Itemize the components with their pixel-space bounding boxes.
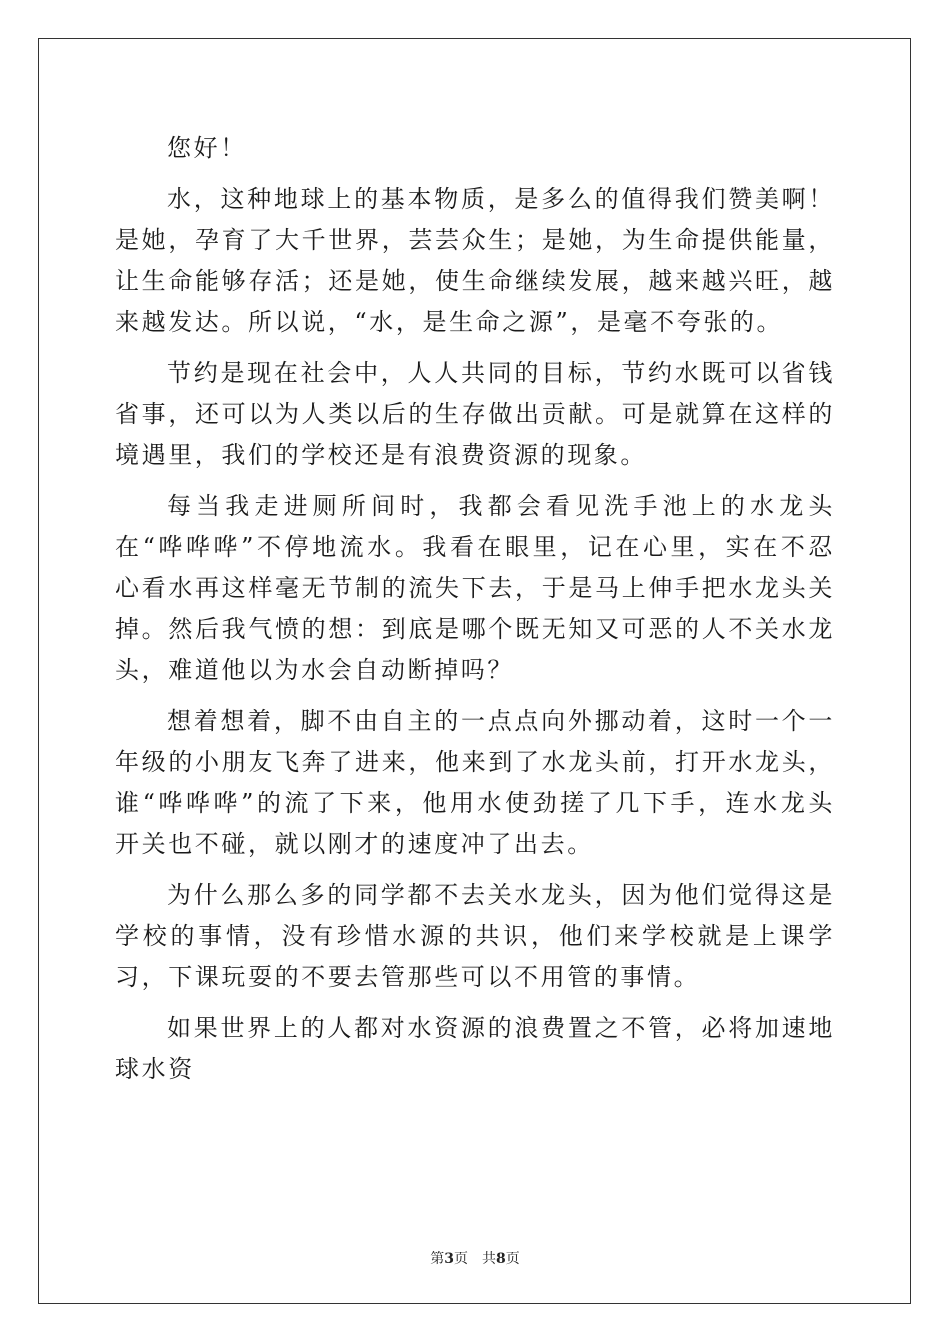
document-body (115, 128, 835, 1100)
paragraph: 为什么那么多的同学都不去关水龙头，因为他们觉得这是学校的事情，没有珍惜水源的共识，他们来学校就是上课学习，下课玩耍的不要去管那些可以不用管的事情。 (115, 881, 835, 991)
paragraph: 想着想着，脚不由自主的一点点向外挪动着，这时一个一年级的小朋友飞奔了进来，他来到了水龙头前，打开水龙头，谁“哗哗哗”的流了下来，他用水使劲搓了几下手，连水龙头开关也不碰，就以刚才的速度冲了出去。 (115, 707, 835, 858)
page-number-footer (0, 1248, 950, 1268)
page-current: 3 (444, 1251, 454, 1267)
paragraph: 每当我走进厕所间时，我都会看见洗手池上的水龙头在“哗哗哗”不停地流水。我看在眼里，记在心里，实在不忍心看水再这样毫无节制的流失下去，于是马上伸手把水龙头关掉。然后我气愤的想：到底是哪个既无知又可恶的人不关水龙头，难道他以为水会自动断掉吗？ (115, 492, 835, 684)
paragraph: 水，这种地球上的基本物质，是多么的值得我们赞美啊！是她，孕育了大千世界，芸芸众生；是她，为生命提供能量，让生命能够存活；还是她，使生命继续发展，越来越兴旺，越来越发达。所以说，“水，是生命之源”，是毫不夸张的。 (115, 185, 835, 336)
page-total: 8 (496, 1251, 506, 1267)
page-prefix: 第 (430, 1251, 445, 1267)
page-suffix: 页 (505, 1251, 520, 1267)
paragraph: 节约是现在社会中，人人共同的目标，节约水既可以省钱省事，还可以为人类以后的生存做出贡献。可是就算在这样的境遇里，我们的学校还是有浪费资源的现象。 (115, 359, 835, 469)
page-mid: 页 共 (454, 1251, 496, 1267)
paragraph-greeting: 您好！ (167, 134, 247, 162)
paragraph: 如果世界上的人都对水资源的浪费置之不管，必将加速地球水资 (115, 1014, 835, 1083)
